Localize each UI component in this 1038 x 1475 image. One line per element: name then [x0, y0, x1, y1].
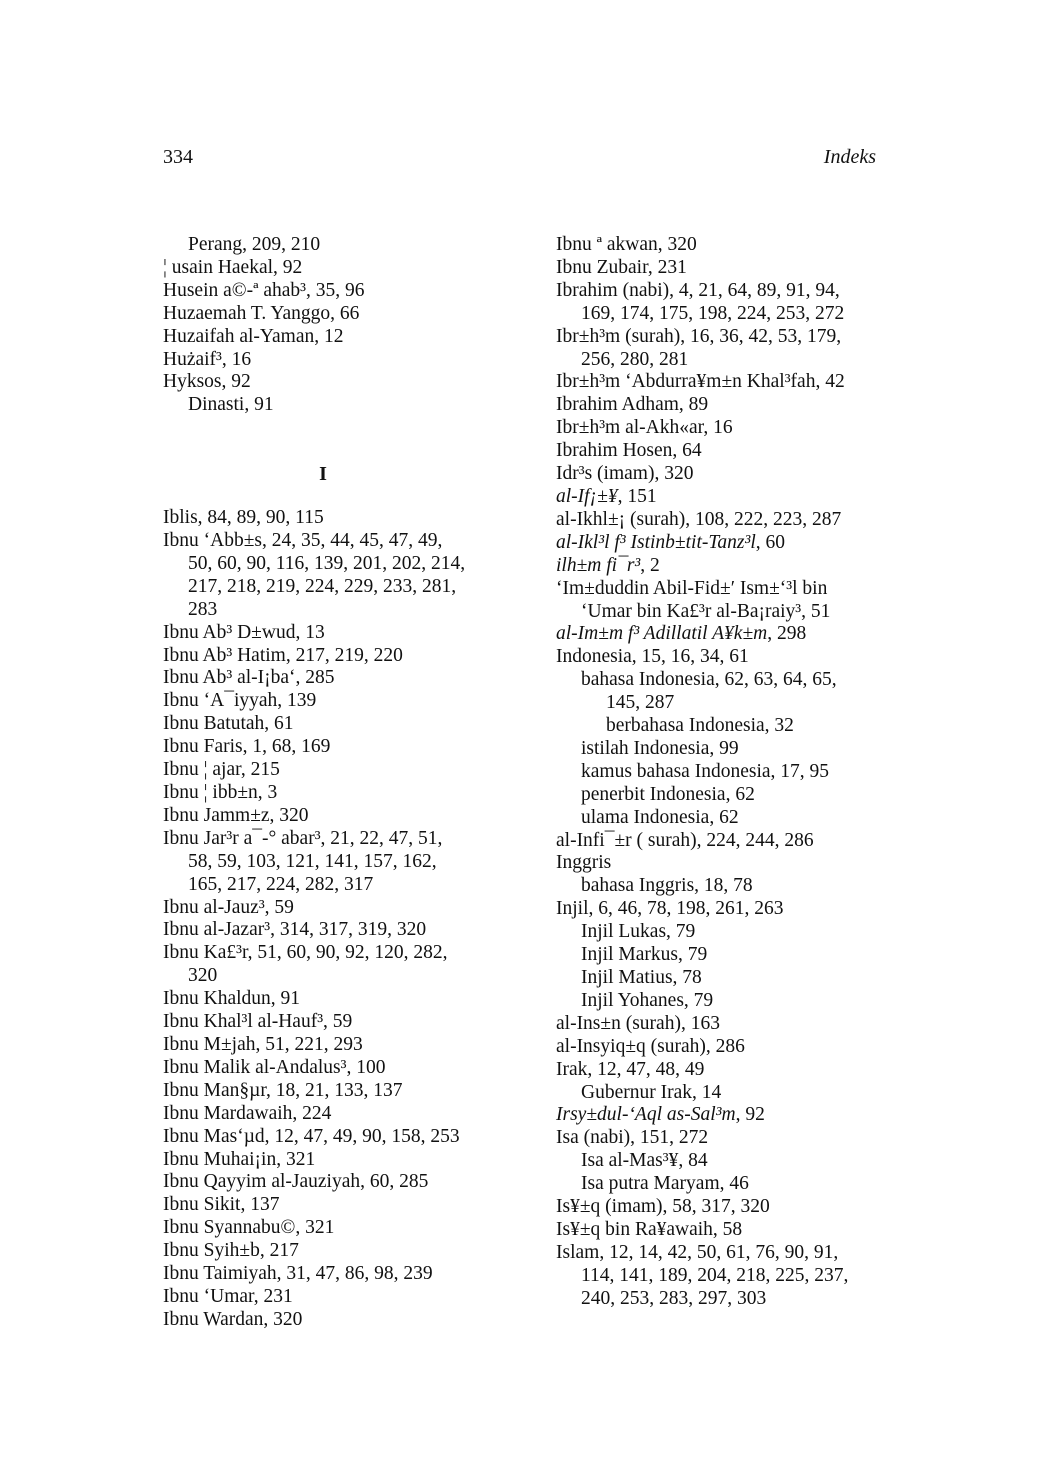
index-entry: ¦ usain Haekal, 92 — [163, 256, 303, 278]
index-entry-continuation: 58, 59, 103, 121, 141, 157, 162, — [188, 850, 437, 872]
index-entry: Ibnu Taimiyah, 31, 47, 86, 98, 239 — [163, 1263, 433, 1285]
index-entry: Ibnu ‘Umar, 231 — [163, 1285, 293, 1307]
section-letter: I — [319, 463, 327, 486]
index-entry-continuation: 114, 141, 189, 204, 218, 225, 237, — [581, 1264, 849, 1286]
index-column-right — [556, 234, 886, 1311]
index-entry — [556, 486, 886, 509]
index-subentry: Isa al-Mas³¥, 84 — [581, 1150, 708, 1172]
index-entry-pages: , 60 — [755, 531, 786, 553]
index-entry: Isa (nabi), 151, 272 — [556, 1127, 709, 1149]
page-number: 334 — [163, 146, 193, 168]
index-entry: Huzaemah T. Yanggo, 66 — [163, 302, 360, 324]
index-entry-continuation: 283 — [188, 598, 218, 620]
index-subentry: kamus bahasa Indonesia, 17, 95 — [581, 760, 830, 782]
index-entry: ‘Im±duddin Abil-Fid±′ Ism±‘³l bin — [556, 577, 828, 599]
index-entry: Ibnu Ab³ D±wud, 13 — [163, 621, 325, 643]
index-entry-continuation: 320 — [188, 965, 218, 987]
index-entry-pages: , 298 — [767, 623, 807, 645]
index-entry-continuation: 169, 174, 175, 198, 224, 253, 272 — [581, 302, 845, 324]
index-entry: Ibnu Batutah, 61 — [163, 713, 294, 735]
index-subentry: berbahasa Indonesia, 32 — [606, 715, 794, 737]
index-entry: Irak, 12, 47, 48, 49 — [556, 1058, 705, 1080]
index-entry-pages: , 2 — [640, 554, 660, 576]
index-entry-pages: , 92 — [735, 1104, 765, 1126]
index-entry: Idr³s (imam), 320 — [556, 463, 694, 485]
index-entry: Islam, 12, 14, 42, 50, 61, 76, 90, 91, — [556, 1241, 839, 1263]
index-subentry: penerbit Indonesia, 62 — [581, 783, 755, 805]
index-entry-continuation: 165, 217, 224, 282, 317 — [188, 873, 374, 895]
index-entry-title-italic: al-If¡±¥ — [556, 485, 618, 507]
index-entry: Ibnu ‘A¯iyyah, 139 — [163, 690, 317, 712]
index-entry: Ibnu Zubair, 231 — [556, 256, 687, 278]
index-entry: Ibnu Malik al-Andalus³, 100 — [163, 1056, 386, 1078]
index-entry: Ibnu M±jah, 51, 221, 293 — [163, 1033, 363, 1055]
index-entry: Is¥±q bin Ra¥awaih, 58 — [556, 1218, 743, 1240]
index-entry — [556, 532, 886, 555]
index-entry: Ibnu Ka£³r, 51, 60, 90, 92, 120, 282, — [163, 942, 448, 964]
index-subentry: Gubernur Irak, 14 — [581, 1081, 722, 1103]
index-entry: Injil, 6, 46, 78, 198, 261, 263 — [556, 898, 784, 920]
index-entry: Ibr±h³m (surah), 16, 36, 42, 53, 179, — [556, 325, 842, 347]
index-entry: Ibnu Sikit, 137 — [163, 1194, 280, 1216]
index-entry: Ibrahim Adham, 89 — [556, 394, 709, 416]
index-entry-title-italic: al-Ikl³l f³ Istinb±tit-Tanz³l — [556, 531, 756, 553]
index-subentry: Dinasti, 91 — [188, 394, 274, 416]
index-entry: Ibnu ¦ ibb±n, 3 — [163, 782, 278, 804]
index-entry: Hużaif³, 16 — [163, 348, 252, 370]
index-entry: Ibnu Khaldun, 91 — [163, 988, 301, 1010]
index-entry: Ibnu Man§µr, 18, 21, 133, 137 — [163, 1079, 403, 1101]
index-entry-continuation: ‘Umar bin Ka£³r al-Ba¡raiy³, 51 — [581, 600, 831, 622]
index-entry: Ibnu ¦ ajar, 215 — [163, 759, 280, 781]
index-entry: Ibnu Qayyim al-Jauziyah, 60, 285 — [163, 1171, 429, 1193]
index-entry: Inggris — [556, 852, 612, 874]
index-entry-continuation: 256, 280, 281 — [581, 348, 689, 370]
index-entry — [556, 1104, 886, 1127]
index-section-i-continued — [556, 234, 886, 1311]
index-subentry: Isa putra Maryam, 46 — [581, 1173, 749, 1195]
index-entry: al-Infi¯±r ( surah), 224, 244, 286 — [556, 829, 814, 851]
index-entry — [556, 555, 886, 578]
index-continuation-block — [163, 234, 503, 417]
index-entry-title-italic: Irsy±dul-‘Aql as-Sal³m — [556, 1104, 736, 1126]
index-entry: al-Insyiq±q (surah), 286 — [556, 1035, 745, 1057]
index-entry: Ibnu Ab³ al-I¡ba‘, 285 — [163, 667, 335, 689]
index-entry: Is¥±q (imam), 58, 317, 320 — [556, 1196, 770, 1218]
index-entry: Indonesia, 15, 16, 34, 61 — [556, 646, 749, 668]
index-entry: al-Ikhl±¡ (surah), 108, 222, 223, 287 — [556, 508, 842, 530]
index-entry: Ibrahim Hosen, 64 — [556, 440, 702, 462]
index-entry: Ibnu ‘Abb±s, 24, 35, 44, 45, 47, 49, — [163, 530, 443, 552]
index-entry: Ibnu Jamm±z, 320 — [163, 804, 309, 826]
index-subentry: Injil Yohanes, 79 — [581, 989, 714, 1011]
index-entry-title-italic: ilh±m fi¯r³ — [556, 554, 641, 576]
index-subentry: Injil Lukas, 79 — [581, 921, 696, 943]
index-entry: Huzaifah al-Yaman, 12 — [163, 325, 344, 347]
index-subentry: istilah Indonesia, 99 — [581, 737, 739, 759]
index-subentry: Injil Markus, 79 — [581, 944, 708, 966]
index-section-i — [163, 507, 503, 1332]
index-entry: Ibnu al-Jazar³, 314, 317, 319, 320 — [163, 919, 427, 941]
index-entry: Iblis, 84, 89, 90, 115 — [163, 507, 324, 529]
page-header — [163, 142, 876, 172]
index-entry: Ibnu Mas‘µd, 12, 47, 49, 90, 158, 253 — [163, 1125, 460, 1147]
index-entry: Ibnu Faris, 1, 68, 169 — [163, 736, 331, 758]
index-entry-continuation: 50, 60, 90, 116, 139, 201, 202, 214, — [188, 552, 466, 574]
index-entry: Ibrahim (nabi), 4, 21, 64, 89, 91, 94, — [556, 279, 840, 301]
index-entry: al-Ins±n (surah), 163 — [556, 1012, 720, 1034]
index-entry: Hyksos, 92 — [163, 371, 251, 393]
index-subentry: ulama Indonesia, 62 — [581, 806, 739, 828]
index-entry: Ibnu al-Jauz³, 59 — [163, 896, 294, 918]
index-entry — [556, 623, 886, 646]
index-subentry: 145, 287 — [606, 692, 675, 714]
index-entry: Ibnu Mardawaih, 224 — [163, 1102, 332, 1124]
index-subentry: bahasa Indonesia, 62, 63, 64, 65, — [581, 669, 837, 691]
index-entry: Ibr±h³m al-Akh«ar, 16 — [556, 417, 733, 439]
running-head: Indeks — [823, 146, 876, 168]
index-entry: Ibnu Khal³l al-Hauf³, 59 — [163, 1011, 353, 1033]
index-entry: Ibnu Wardan, 320 — [163, 1308, 303, 1330]
index-entry: Husein a©-ª ahab³, 35, 96 — [163, 279, 365, 301]
index-subentry: Injil Matius, 78 — [581, 967, 702, 988]
index-entry-continuation: 217, 218, 219, 224, 229, 233, 281, — [188, 575, 457, 597]
index-entry: Ibnu ª akwan, 320 — [556, 234, 697, 255]
index-entry: Ibnu Muhai¡in, 321 — [163, 1148, 316, 1170]
index-entry-title-italic: al-Im±m f³ Adillatil A¥k±m — [556, 623, 768, 645]
index-entry: Ibnu Syih±b, 217 — [163, 1240, 299, 1262]
index-entry: Ibnu Syannabu©, 321 — [163, 1217, 335, 1239]
index-entry: Ibr±h³m ‘Abdurra¥m±n Khal³fah, 42 — [556, 371, 845, 393]
index-subentry: Perang, 209, 210 — [188, 234, 321, 255]
index-column-left — [163, 234, 503, 1332]
index-entry-pages: , 151 — [617, 485, 657, 507]
index-entry: Ibnu Jar³r a¯-° abar³, 21, 22, 47, 51, — [163, 827, 443, 849]
index-entry: Ibnu Ab³ Hatim, 217, 219, 220 — [163, 644, 403, 666]
index-subentry: bahasa Inggris, 18, 78 — [581, 875, 753, 897]
index-entry-continuation: 240, 253, 283, 297, 303 — [581, 1287, 767, 1309]
